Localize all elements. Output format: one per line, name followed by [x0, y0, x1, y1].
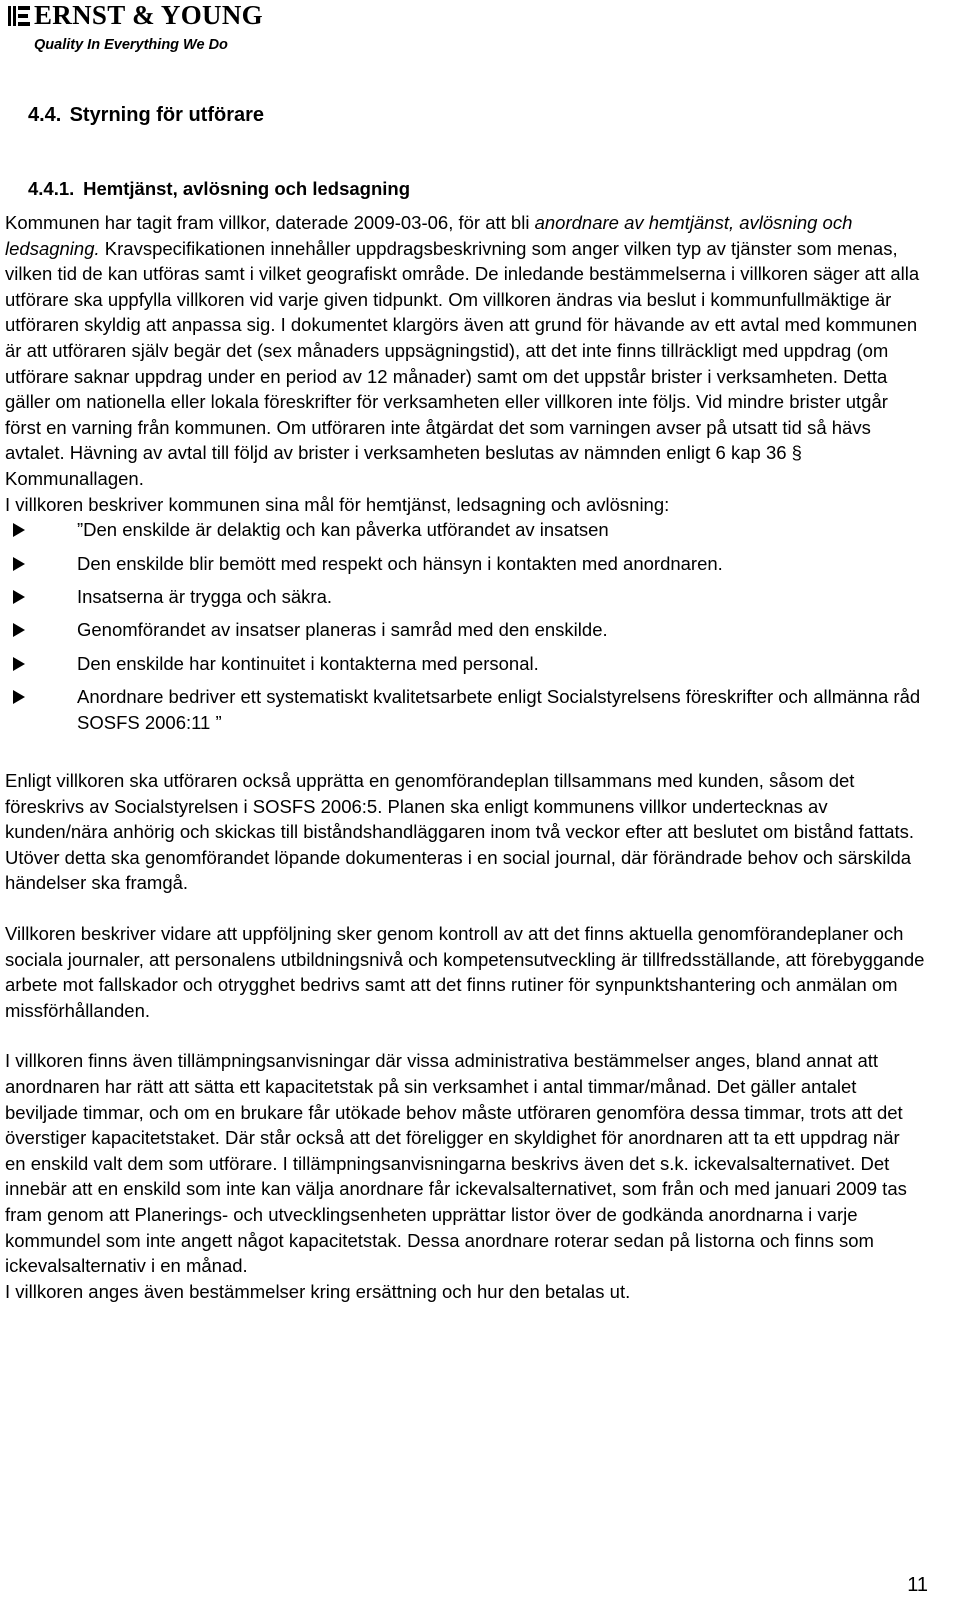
paragraph-guidelines: I villkoren finns även tillämpningsanvisningar där vissa administrativa bestämmelser anges, bland annat att anordnaren har rätt att sätta ett kapacitetstak på sin verksamhet i antal timmar/månad. Det gäller antalet beviljade timmar, och om en brukare får utökade behov måste utföraren genomföra dessa timmar, trots att det överstiger kapacitetstaket. Där står också att det föreligger en skyldighet för anordnaren att ta ett uppdrag när en enskild valt dem som utförare. I tillämpningsanvisningarna beskrivs även det s.k. ickevalsalternativet. Det innebär att en enskild som inte kan välja anordnare får ickevalsalternativet, som från och med januari 2009 tas fram genom att Planerings- och utvecklingsenheten upprättar listor över de godkända anordnarna i varje kommundel som inte angett något kapacitetstak. Dessa anordnare roterar sedan på listorna och finns som ickevalsalternativ i en månad. — [5, 1050, 907, 1277]
paragraph-plan: Enligt villkoren ska utföraren också upprätta en genomförandeplan tillsammans med kunden, såsom det föreskrivs av Socialstyrelsen i SOSFS 2006:5. Planen ska enligt kommunens villkor undertecknas av kunden/nära anhörig och skickas till biståndshandläggaren inom två veckor efter att beslutet om bistånd fattats. Utöver detta ska genomförandet löpande dokumenteras i en social journal, där förändrade behov och särskilda händelser ska framgå. — [5, 770, 915, 894]
list-item — [5, 684, 925, 735]
paragraph-spacer — [5, 1023, 925, 1048]
section-title: Styrning för utförare — [69, 104, 265, 126]
paragraph-compensation: I villkoren anges även bestämmelser kring ersättning och hur den betalas ut. — [5, 1280, 631, 1302]
list-item — [5, 651, 925, 677]
paragraph-conditions-emphasis: anordnare av hemtjänst, avlösning och ledsagning. — [5, 212, 853, 259]
section-heading — [28, 104, 264, 127]
list-item-text: Den enskilde blir bemött med respekt och hänsyn i kontakten med anordnaren. — [77, 552, 723, 574]
triangle-bullet-icon — [13, 523, 25, 537]
logo-name: ERNST & YOUNG — [34, 0, 263, 30]
paragraph-conditions — [5, 210, 925, 492]
paragraph-spacer — [5, 743, 925, 768]
list-item-text: ”Den enskilde är delaktig och kan påverka utförandet av insatsen — [77, 519, 609, 541]
triangle-bullet-icon — [13, 590, 25, 604]
triangle-bullet-icon — [13, 557, 25, 571]
section-number: 4.4. — [28, 104, 62, 126]
logo-mark-icon — [8, 4, 30, 28]
triangle-bullet-icon — [13, 690, 25, 704]
list-item — [5, 517, 925, 543]
paragraph-followup: Villkoren beskriver vidare att uppföljning sker genom kontroll av att det finns aktuella genomförandeplaner och sociala journaler, att personalens utbildningsnivå och kompetensutveckling är tillfredsställande, att förebyggande arbete mot fallskador och otrygghet bedrivs samt att det finns rutiner för synpunktshantering och anmälan om missförhållanden. — [5, 923, 925, 1021]
goals-intro: I villkoren beskriver kommunen sina mål för hemtjänst, ledsagning och avlösning: — [5, 493, 670, 515]
paragraph-spacer — [5, 896, 925, 921]
ernst-young-logo — [8, 2, 268, 58]
page-number: 11 — [907, 1574, 928, 1596]
list-item-text: Den enskilde har kontinuitet i kontakterna med personal. — [77, 652, 539, 674]
subsection-number: 4.4.1. — [28, 178, 75, 199]
triangle-bullet-icon — [13, 657, 25, 671]
document-body — [5, 210, 925, 1304]
paragraph-conditions-rest: Kravspecifikationen innehåller uppdragsbeskrivning som anger vilken typ av tjänster som menas, vilken tid de kan utföras samt i vilket geografiskt område. De inledande bestämmelserna i villkoren säger att alla utförare ska uppfylla villkoren vid varje given tidpunkt. Om villkoren ändras via beslut i kommunfullmäktige är utföraren skyldig att anpassa sig. I dokumentet klargörs även att grund för hävande av ett avtal med kommunen är att utföraren själv begär det (sex månaders uppsägningstid), att det inte finns tillräckligt med uppdrag (om utförare saknar uppdrag under en period av 12 månader) samt om det uppstår brister i verksamheten. Detta gäller om nationella eller lokala föreskrifter för verksamheten eller villkoren inte följs. Vid mindre brister utgår först en varning från kommunen. Om utföraren inte åtgärdat det som varningen avser på utsatt tid så hävs avtalet. Hävning av avtal till följd av brister i verksamheten beslutas av nämnden enligt 6 kap 36 § Kommunallagen. — [5, 237, 920, 489]
list-item — [5, 584, 925, 610]
list-item-text: Anordnare bedriver ett systematiskt kvalitetsarbete enligt Socialstyrelsens föreskrifter och allmänna råd SOSFS 2006:11 ” — [77, 686, 921, 733]
triangle-bullet-icon — [13, 623, 25, 637]
goals-list — [5, 517, 925, 735]
subsection-title: Hemtjänst, avlösning och ledsagning — [83, 178, 411, 199]
list-item — [5, 617, 925, 643]
paragraph-conditions-lead: Kommunen har tagit fram villkor, daterade 2009-03-06, för att bli — [5, 212, 535, 233]
list-item-text: Insatserna är trygga och säkra. — [77, 585, 333, 607]
logo-tagline: Quality In Everything We Do — [34, 37, 228, 53]
list-item-text: Genomförandet av insatser planeras i samråd med den enskilde. — [77, 619, 608, 641]
subsection-heading — [28, 178, 410, 200]
list-item — [5, 551, 925, 577]
